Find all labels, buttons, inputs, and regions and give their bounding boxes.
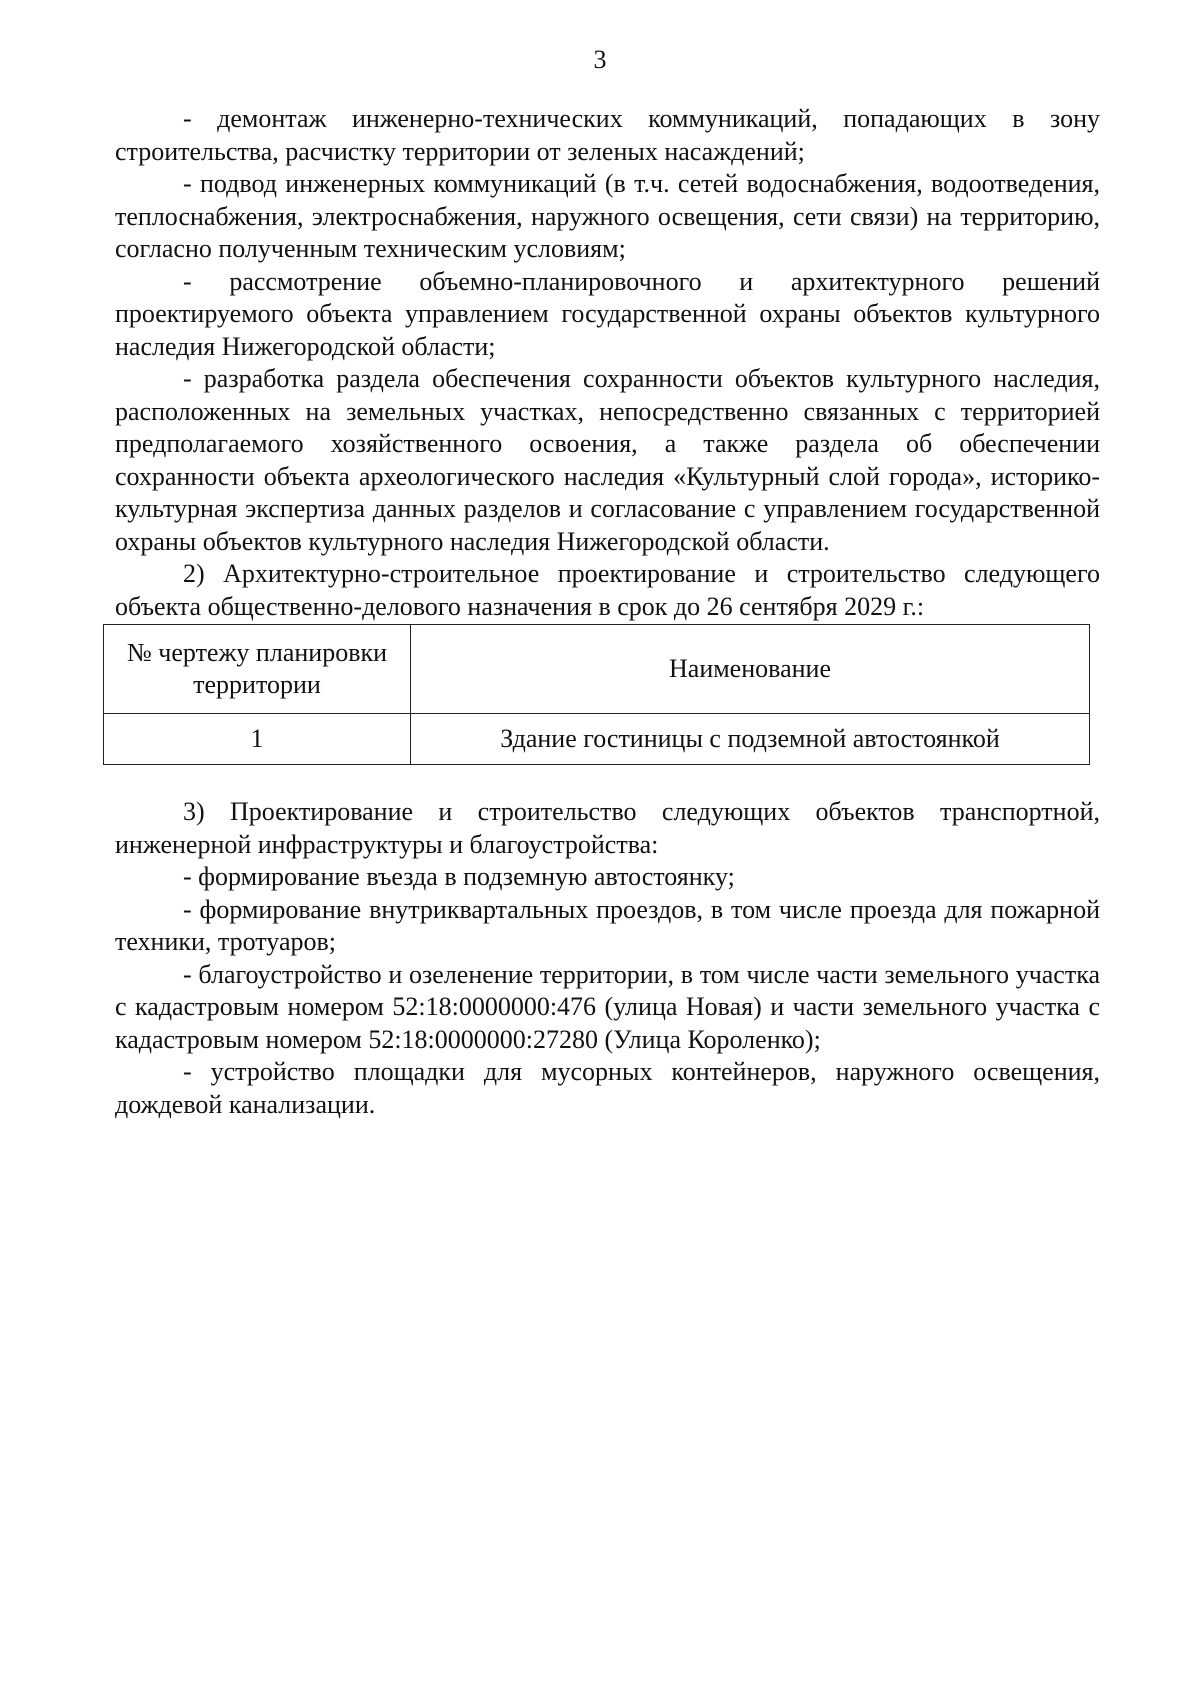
paragraph-utility-connection: - подвод инженерных коммуникаций (в т.ч. сетей водоснабжения, водоотведения, теплоснабжения, электроснабжения, наружного освещения, сети связи) на территорию, согласно полученным техническим условиям;: [115, 169, 1100, 263]
table-cell-name: Здание гостиницы с подземной автостоянкой: [411, 714, 1090, 765]
table-cell-number: 1: [104, 714, 411, 765]
paragraph-heritage-section: - разработка раздела обеспечения сохранности объектов культурного наследия, расположенных на земельных участках, непосредственно связанных с территорией предполагаемого хозяйственного освоения, а также раздела об обеспечении сохранности объекта археологического наследия «Культурный слой города», историко-культурная экспертиза данных разделов и согласование с управлением государственной охраны объектов культурного наследия Нижегородской области.: [115, 364, 1100, 556]
paragraph-item-3: 3) Проектирование и строительство следующих объектов транспортной, инженерной инфраструктуры и благоустройства:: [115, 797, 1100, 859]
paragraph-driveways: - формирование внутриквартальных проездов, в том числе проезда для пожарной техники, тротуаров;: [115, 894, 1100, 956]
table-header-row: [104, 625, 1090, 714]
table-header-number: № чертежу планировки территории: [104, 625, 411, 714]
paragraph-item-2: 2) Архитектурно-строительное проектирование и строительство следующего объекта общественно-делового назначения в срок до 26 сентября 2029 г.:: [115, 559, 1100, 621]
document-body: [115, 103, 1100, 1121]
page-number: 3: [593, 45, 607, 74]
table-row: [104, 714, 1090, 765]
table-header-name: Наименование: [411, 625, 1090, 714]
paragraph-waste-site: - устройство площадки для мусорных контейнеров, наружного освещения, дождевой канализации.: [115, 1057, 1100, 1119]
paragraph-landscaping: - благоустройство и озеленение территории, в том числе части земельного участка с кадастровым номером 52:18:0000000:476 (улица Новая) и части земельного участка с кадастровым номером 52:18:0000000:27280 (Улица Короленко);: [115, 959, 1100, 1054]
objects-table: [103, 624, 1090, 765]
paragraph-entrance: - формирование въезда в подземную автостоянку;: [183, 862, 735, 891]
paragraph-dismantling: - демонтаж инженерно-технических коммуникаций, попадающих в зону строительства, расчистку территории от зеленых насаждений;: [115, 104, 1100, 166]
paragraph-design-review: - рассмотрение объемно-планировочного и архитектурного решений проектируемого объекта управлением государственной охраны объектов культурного наследия Нижегородской области;: [115, 266, 1100, 361]
after-table-section: [115, 796, 1100, 1121]
